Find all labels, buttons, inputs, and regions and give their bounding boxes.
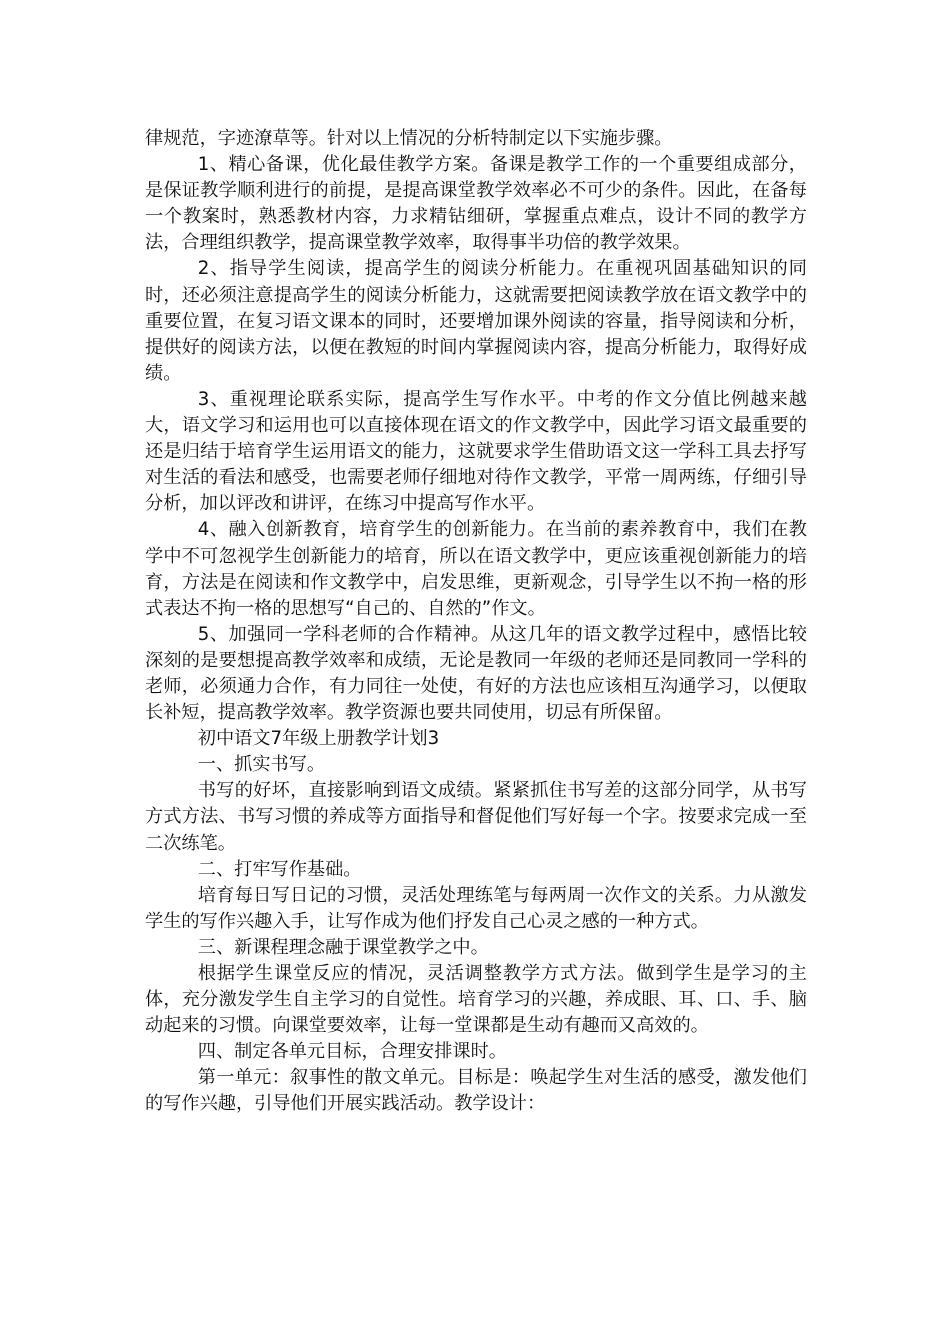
paragraph-writing-foundation: 培育每日写日记的习惯，灵活处理练笔与每两周一次作文的关系。力从激发学生的写作兴趣入手，让写作成为他们抒发自己心灵之感的一种方式。 xyxy=(145,884,807,932)
heading-writing-foundation: 二、打牢写作基础。 xyxy=(197,858,362,880)
paragraph-step-2: 2、指导学生阅读，提高学生的阅读分析能力。在重视巩固基础知识的同时，还必须注意提高学生的阅读分析能力，这就需要把阅读教学放在语文教学中的重要位置，在复习语文课本的同时，还要增加课外阅读的容量，指导阅读和分析，提供好的阅读方法，以便在教短的时间内掌握阅读内容，提高分析能力，取得好成绩。 xyxy=(145,258,807,384)
paragraph-new-curriculum: 根据学生课堂反应的情况，灵活调整教学方式方法。做到学生是学习的主体，充分激发学生自主学习的自觉性。培育学习的兴趣，养成眼、耳、口、手、脑动起来的习惯。向课堂要效率，让每一堂课都是生动有趣而又高效的。 xyxy=(145,963,807,1037)
section-title-plan-3: 初中语文7年级上册教学计划3 xyxy=(197,728,440,750)
paragraph-step-3: 3、重视理论联系实际，提高学生写作水平。中考的作文分值比例越来越大，语文学习和运用也可以直接体现在语文的作文教学中，因此学习语文最重要的还是归结于培育学生运用语文的能力，这就要求学生借助语文这一学科工具去抒写对生活的看法和感受，也需要老师仔细地对待作文教学，平常一周两练，仔细引导分析，加以评改和讲评，在练习中提高写作水平。 xyxy=(145,388,807,515)
paragraph-step-1: 1、精心备课，优化最佳教学方案。备课是教学工作的一个重要组成部分，是保证教学顺利进行的前提，是提高课堂教学效率必不可少的条件。因此，在备每一个教案时，熟悉教材内容，力求精钻细研，掌握重点难点，设计不同的教学方法，合理组织教学，提高课堂教学效率，取得事半功倍的教学效果。 xyxy=(145,154,807,254)
paragraph-unit-one: 第一单元：叙事性的散文单元。目标是：唤起学生对生活的感受，激发他们的写作兴趣，引导他们开展实践活动。教学设计： xyxy=(145,1067,807,1115)
paragraph-intro: 律规范，字迹潦草等。针对以上情况的分析特制定以下实施步骤。 xyxy=(145,128,673,149)
document-page xyxy=(145,126,807,1118)
paragraph-step-4: 4、融入创新教育，培育学生的创新能力。在当前的素养教育中，我们在教学中不可忽视学生创新能力的培育，所以在语文教学中，更应该重视创新能力的培育，方法是在阅读和作文教学中，启发思维，更新观念，引导学生以不拘一格的形式表达不拘一格的思想写“自己的、自然的”作文。 xyxy=(145,519,807,619)
paragraph-handwriting: 书写的好坏，直接影响到语文成绩。紧紧抓住书写差的这部分同学，从书写方式方法、书写习惯的养成等方面指导和督促他们写好每一个字。按要求完成一至二次练笔。 xyxy=(145,780,807,854)
heading-unit-goals: 四、制定各单元目标，合理安排课时。 xyxy=(197,1041,507,1063)
heading-new-curriculum: 三、新课程理念融于课堂教学之中。 xyxy=(197,936,489,958)
paragraph-step-5: 5、加强同一学科老师的合作精神。从这几年的语文教学过程中，感悟比较深刻的是要想提高教学效率和成绩，无论是教同一年级的老师还是同教同一学科的老师，必须通力合作，有力同往一处使，有好的方法也应该相互沟通学习，以便取长补短，提高教学效率。教学资源也要共同使用，切忌有所保留。 xyxy=(145,623,807,724)
heading-handwriting: 一、抓实书写。 xyxy=(197,754,326,776)
